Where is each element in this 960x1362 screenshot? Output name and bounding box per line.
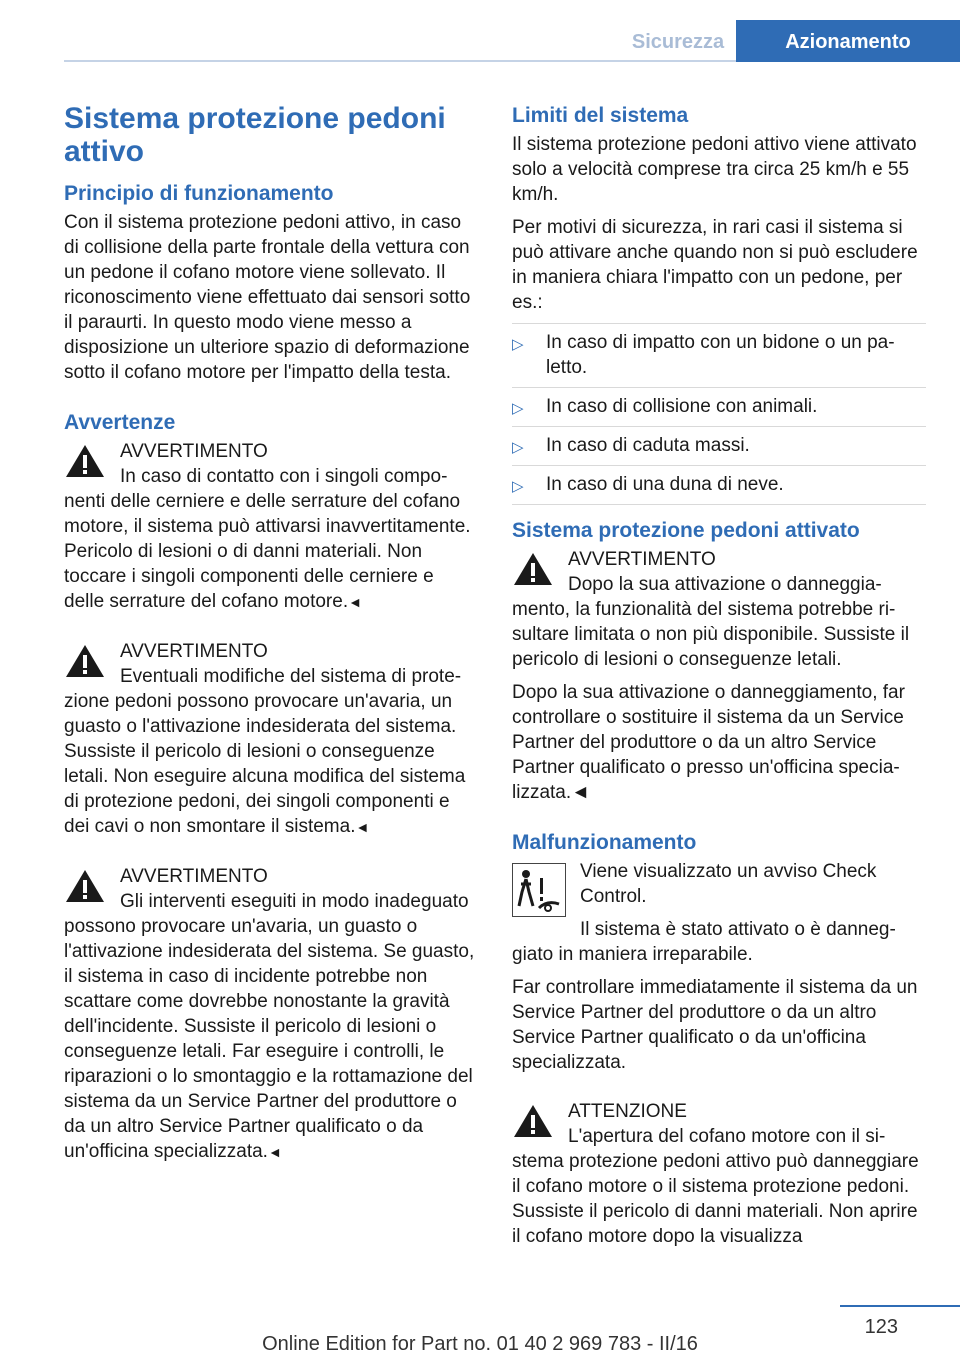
warning-title: AVVERTIMENTO [120,866,268,887]
warning-triangle-icon [512,551,554,587]
warning-title: AVVERTIMENTO [120,441,268,462]
pedestrian-protection-icon [512,863,566,917]
bullet-icon: ▷ [512,336,524,353]
check-control-block [512,859,926,967]
edition-text: Online Edition for Part no. 01 40 2 969 783 - II/16 [262,1333,698,1355]
warning-triangle-icon [512,1103,554,1139]
warning-triangle-icon [64,443,106,479]
header-section-tab: Sicurezza [631,31,725,53]
malfunction-text-1: Viene visualizzato un avviso Check Control. [580,861,877,907]
attention-block [512,1099,926,1249]
warning-text: Gli interventi eseguiti in modo inadeguato possono provocare un'avaria, un guasto o l'attivazione indesiderata del sistema. Se guasto, il sistema in caso di incidente potrebbe non scattare come dovrebbe nonostante la gravità dell'incidente. Sussiste il pericolo di lesioni o conseguenze letali. Far eseguire i controlli, le riparazioni o lo smontaggio e la rottamazione del sistema da un Service Partner del produttore o da un altro Service Partner qualificato o da un'officina specializzata. [64,891,475,1162]
bullet-icon: ▷ [512,439,524,456]
warnings-heading: Avvertenze [64,411,176,434]
end-mark-icon: ◄ [571,782,590,803]
principle-heading: Principio di funzionamento [64,182,334,205]
bullet-icon: ▷ [512,400,524,417]
warning-text: In caso di contatto con i singoli componenti delle cerniere e delle serrature del cofano motore, il sistema può attivarsi inavvertitamente. Pericolo di lesioni o di danni materiali. Non toccare i singoli componenti delle cerniere e delle serrature del cofano motore. [64,466,471,612]
malfunction-text-3: Far controllare immediatamente il sistema da un Service Partner del produttore o da un altro Service Partner qualificato o da un'officina specializzata. [512,977,918,1073]
footer-rule [840,1305,960,1307]
footer-edition [0,1333,960,1356]
attention-text: L'apertura del cofano motore con il sistema protezione pedoni attivo può danneggiare il cofano motore o il sistema protezione pedoni. Sussiste il pericolo di danni materiali. Non aprire il cofano motore dopo la visualizza [512,1126,919,1247]
end-mark-icon: ◄ [355,819,370,835]
warning-block [64,439,479,615]
warning-block [64,864,479,1165]
attention-title: ATTENZIONE [568,1101,687,1122]
right-column [512,102,926,1257]
warning-block [64,639,479,840]
limits-text-2: Per motivi di sicurezza, in rari casi il sistema si può attivare anche quando non si può escludere in maniera chiara l'impatto con un pedone, per es.: [512,217,918,313]
limits-list [512,323,926,505]
warning-title: AVVERTIMENTO [568,549,716,570]
principle-text: Con il sistema protezione pedoni attivo, in caso di collisione della parte frontale della vettura con un pedone il cofano motore viene sollevato. Il riconoscimento viene effettuato dai sensori sotto il paraurti. In questo modo viene messo a disposizione un ulteriore spazio di deformazione sotto il cofano motore per l'impatto della testa. [64,212,471,383]
list-item: ▷ In caso di una duna di neve. [512,466,926,505]
page-title: Sistema protezione pedoni attivo [64,102,446,168]
malfunction-heading: Malfunzionamento [512,831,697,854]
header-chapter-tab: Azionamento [736,20,960,62]
warning-text: Eventuali modifiche del sistema di protezione pedoni possono provocare un'avaria, un guasto o l'attivazione indesiderata del sistema. Sussiste il pericolo di lesioni o conseguenze letali. Non eseguire alcuna modifica del sistema di protezione pedoni, dei singoli componenti e dei cavi o non smontare il sistema. [64,666,466,837]
malfunction-text-2: Il sistema è stato attivato o è danneggiato in maniera irreparabile. [512,919,896,965]
list-item: ▷ In caso di collisione con animali. [512,388,926,427]
end-mark-icon: ◄ [267,1144,282,1160]
bullet-icon: ▷ [512,478,524,495]
activated-heading: Sistema protezione pedoni attivato [512,519,860,542]
warning-triangle-icon [64,868,106,904]
page-number: 123 [864,1316,898,1338]
warning-text: Dopo la sua attivazione o danneggiamento, la funzionalità del sistema potrebbe risultare limitata o non più disponibile. Sussiste il pericolo di lesioni o conseguenze letali. [512,574,910,670]
warning-text-continued: Dopo la sua attivazione o danneggiamento, far controllare o sostituire il sistema da un Service Partner del produttore o da un altro Service Partner qualificato o presso un'officina specializzata. [512,682,905,803]
warning-block [512,547,926,672]
warning-title: AVVERTIMENTO [120,641,268,662]
limits-heading: Limiti del sistema [512,104,689,127]
list-item: ▷ In caso di impatto con un bidone o un paletto. [512,324,926,388]
list-item: ▷ In caso di caduta massi. [512,427,926,466]
limits-text-1: Il sistema protezione pedoni attivo viene attivato solo a velocità comprese tra circa 25 km/h e 55 km/h. [512,134,917,205]
end-mark-icon: ◄ [348,594,362,610]
left-column [64,102,479,1173]
warning-triangle-icon [64,643,106,679]
